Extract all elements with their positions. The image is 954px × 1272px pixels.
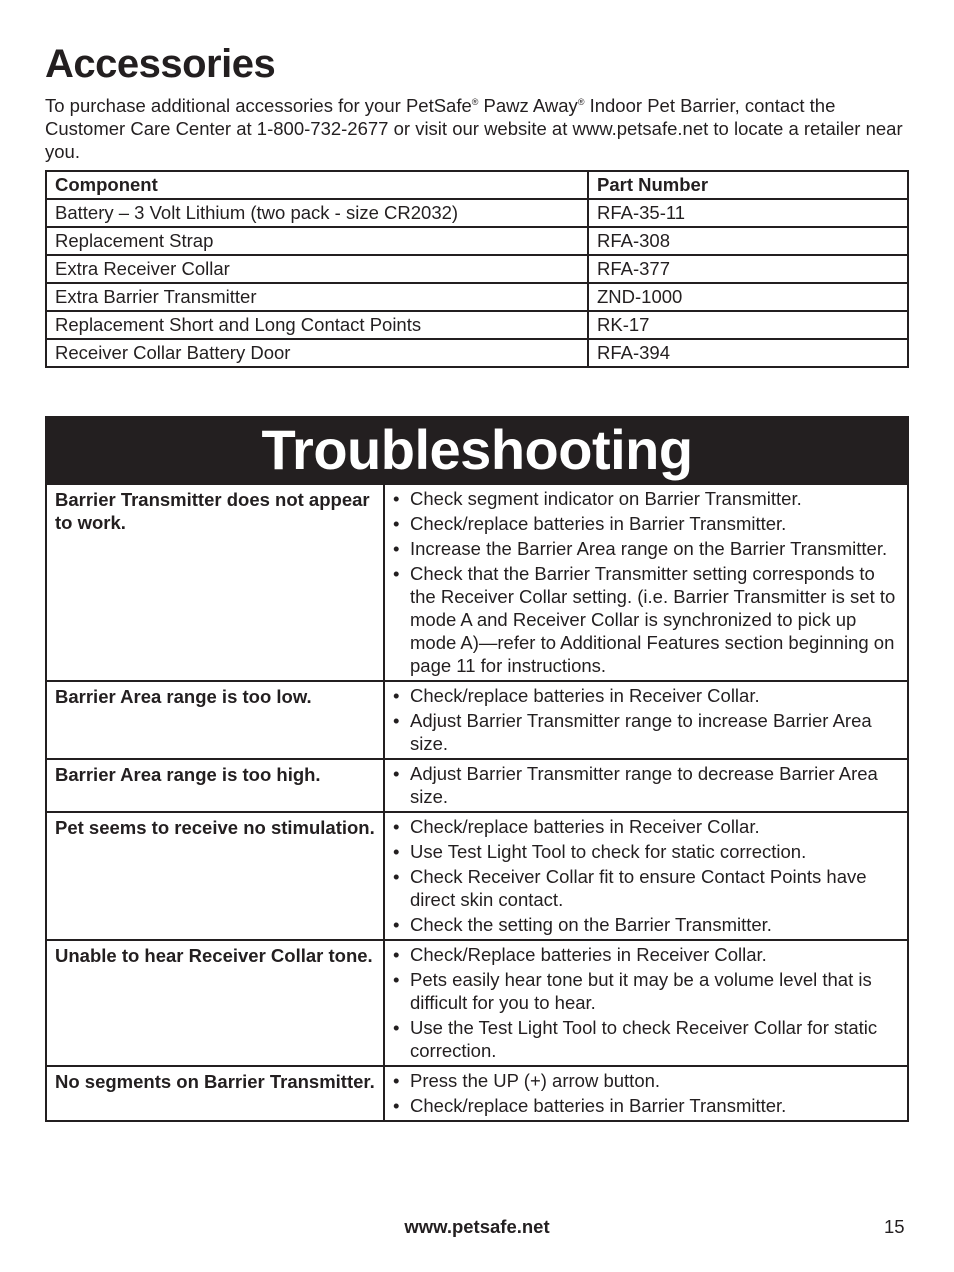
solution-cell bbox=[384, 1066, 908, 1121]
part-number-cell: RFA-377 bbox=[588, 255, 908, 283]
component-cell: Battery – 3 Volt Lithium (two pack - size CR2032) bbox=[46, 199, 588, 227]
table-row bbox=[46, 199, 908, 227]
solution-item: • Press the UP (+) arrow button. bbox=[393, 1069, 901, 1092]
solution-item: • Check that the Barrier Transmitter setting corresponds to the Receiver Collar setting. (i.e. Barrier Transmitter is set to mode A and Receiver Collar is synchronized to pick up mode A)—refer to Additional Features section beginning on page 11 for instructions. bbox=[393, 562, 901, 677]
page-number: 15 bbox=[884, 1216, 905, 1237]
part-number-cell: RFA-35-11 bbox=[588, 199, 908, 227]
solution-list bbox=[393, 1069, 901, 1117]
troubleshooting-row bbox=[46, 940, 908, 1066]
accessories-intro: To purchase additional accessories for your PetSafe® Pawz Away® Indoor Pet Barrier, contact the Customer Care Center at 1-800-732-2677 or visit our website at www.petsafe.net to locate a retailer near you. bbox=[45, 95, 903, 162]
column-header-component: Component bbox=[46, 171, 588, 199]
troubleshooting-section bbox=[45, 416, 909, 1122]
part-number-cell: ZND-1000 bbox=[588, 283, 908, 311]
registered-mark: ® bbox=[577, 96, 585, 107]
part-number-cell: RFA-308 bbox=[588, 227, 908, 255]
solution-list bbox=[393, 762, 901, 808]
solution-list bbox=[393, 815, 901, 936]
solution-item: • Check/replace batteries in Barrier Transmitter. bbox=[393, 512, 901, 535]
registered-mark: ® bbox=[471, 96, 479, 107]
solution-cell bbox=[384, 681, 908, 759]
solution-item: • Check Receiver Collar fit to ensure Contact Points have direct skin contact. bbox=[393, 865, 901, 911]
footer-website: www.petsafe.net bbox=[404, 1216, 550, 1237]
solution-item: • Check/Replace batteries in Receiver Collar. bbox=[393, 943, 901, 966]
solution-item: • Check/replace batteries in Receiver Collar. bbox=[393, 815, 901, 838]
accessories-title: Accessories bbox=[45, 42, 276, 86]
solution-list bbox=[393, 487, 901, 677]
table-row bbox=[46, 339, 908, 367]
problem-cell: Unable to hear Receiver Collar tone. bbox=[46, 940, 384, 1066]
component-cell: Receiver Collar Battery Door bbox=[46, 339, 588, 367]
component-cell: Extra Receiver Collar bbox=[46, 255, 588, 283]
table-row bbox=[46, 255, 908, 283]
troubleshooting-table bbox=[45, 483, 909, 1122]
solution-item: • Check/replace batteries in Receiver Collar. bbox=[393, 684, 901, 707]
solution-item: • Adjust Barrier Transmitter range to increase Barrier Area size. bbox=[393, 709, 901, 755]
solution-item: • Check segment indicator on Barrier Transmitter. bbox=[393, 487, 901, 510]
solution-cell bbox=[384, 940, 908, 1066]
solution-item: • Check the setting on the Barrier Transmitter. bbox=[393, 913, 901, 936]
part-number-cell: RFA-394 bbox=[588, 339, 908, 367]
accessories-table bbox=[45, 170, 909, 368]
accessories-table-body bbox=[46, 199, 908, 367]
solution-list bbox=[393, 684, 901, 755]
problem-cell: Barrier Transmitter does not appear to work. bbox=[46, 484, 384, 681]
table-header-row bbox=[46, 171, 908, 199]
troubleshooting-row bbox=[46, 1066, 908, 1121]
solution-cell bbox=[384, 759, 908, 812]
troubleshooting-row bbox=[46, 812, 908, 940]
table-row bbox=[46, 283, 908, 311]
problem-cell: Barrier Area range is too high. bbox=[46, 759, 384, 812]
table-row bbox=[46, 311, 908, 339]
component-cell: Replacement Short and Long Contact Points bbox=[46, 311, 588, 339]
solution-cell bbox=[384, 812, 908, 940]
solution-item: • Pets easily hear tone but it may be a volume level that is difficult for you to hear. bbox=[393, 968, 901, 1014]
solution-cell bbox=[384, 484, 908, 681]
troubleshooting-table-body bbox=[46, 484, 908, 1121]
solution-item: • Check/replace batteries in Barrier Transmitter. bbox=[393, 1094, 901, 1117]
solution-item: • Increase the Barrier Area range on the Barrier Transmitter. bbox=[393, 537, 901, 560]
solution-list bbox=[393, 943, 901, 1062]
troubleshooting-title: Troubleshooting bbox=[45, 416, 909, 483]
troubleshooting-row bbox=[46, 759, 908, 812]
solution-item: • Use the Test Light Tool to check Receiver Collar for static correction. bbox=[393, 1016, 901, 1062]
part-number-cell: RK-17 bbox=[588, 311, 908, 339]
solution-item: • Adjust Barrier Transmitter range to decrease Barrier Area size. bbox=[393, 762, 901, 808]
troubleshooting-row bbox=[46, 681, 908, 759]
problem-cell: Barrier Area range is too low. bbox=[46, 681, 384, 759]
problem-cell: No segments on Barrier Transmitter. bbox=[46, 1066, 384, 1121]
component-cell: Replacement Strap bbox=[46, 227, 588, 255]
column-header-part-number: Part Number bbox=[588, 171, 908, 199]
problem-cell: Pet seems to receive no stimulation. bbox=[46, 812, 384, 940]
solution-item: • Use Test Light Tool to check for static correction. bbox=[393, 840, 901, 863]
component-cell: Extra Barrier Transmitter bbox=[46, 283, 588, 311]
table-row bbox=[46, 227, 908, 255]
troubleshooting-row bbox=[46, 484, 908, 681]
